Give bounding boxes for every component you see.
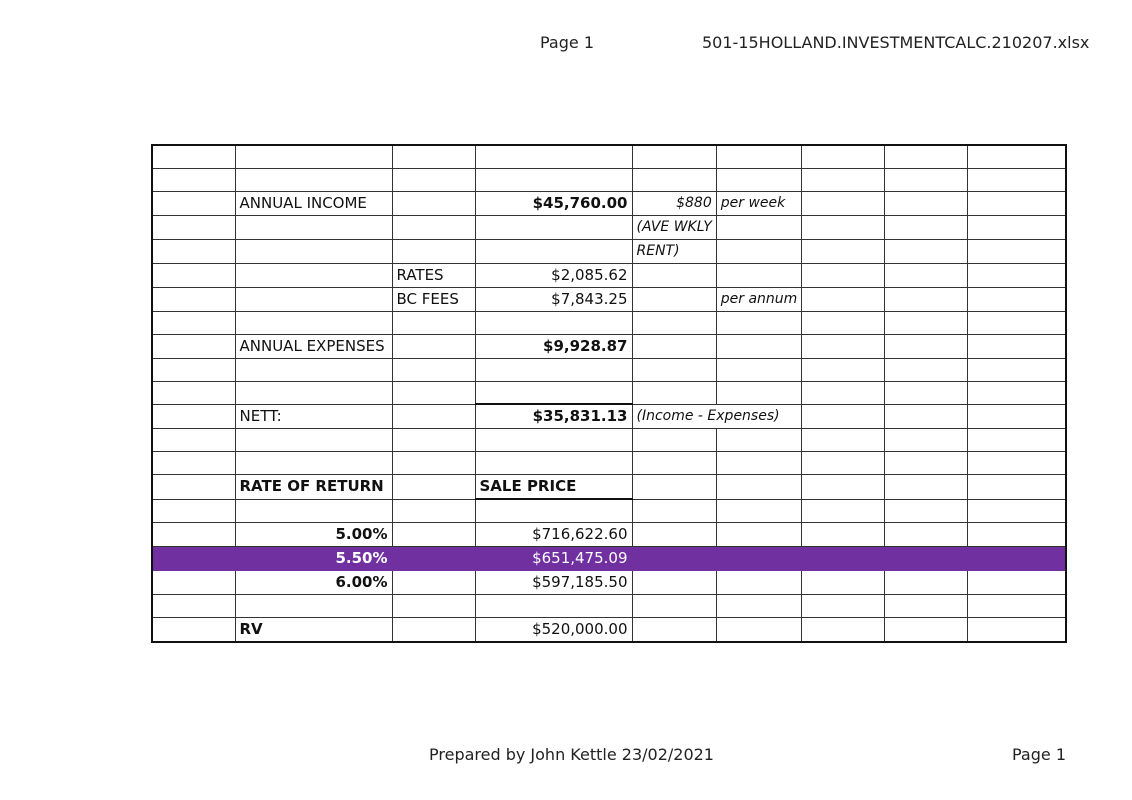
sale-price-value: $651,475.09 (475, 546, 632, 570)
rate-of-return-header: RATE OF RETURN (235, 475, 392, 500)
footer-prepared-by: Prepared by John Kettle 23/02/2021 (429, 745, 714, 764)
rate-value: 5.50% (235, 546, 392, 570)
spreadsheet-table (151, 144, 1067, 643)
return-row (152, 522, 1066, 546)
annual-income-row (152, 191, 1066, 215)
rent-note-line2: RENT) (632, 239, 716, 263)
table-row (152, 145, 1066, 168)
table-row (152, 429, 1066, 452)
table-row (152, 594, 1066, 617)
header-file-name: 501-15HOLLAND.INVESTMENTCALC.210207.xlsx (702, 33, 1090, 52)
sale-price-value: $716,622.60 (475, 522, 632, 546)
table-row (152, 358, 1066, 381)
bc-fees-value: $7,843.25 (475, 287, 632, 311)
annual-income-label: ANNUAL INCOME (235, 191, 392, 215)
nett-value: $35,831.13 (475, 404, 632, 429)
annual-income-value: $45,760.00 (475, 191, 632, 215)
rv-value: $520,000.00 (475, 617, 632, 642)
weekly-rent-value: $880 (632, 191, 716, 215)
header-page-label: Page 1 (540, 33, 594, 52)
table-row (152, 168, 1066, 191)
sale-price-header: SALE PRICE (475, 475, 632, 500)
table-row (152, 311, 1066, 334)
table-row (152, 452, 1066, 475)
footer-page-label: Page 1 (1012, 745, 1066, 764)
rent-note-line1: (AVE WKLY (632, 215, 716, 239)
return-row (152, 570, 1066, 594)
return-header-row (152, 475, 1066, 500)
rates-value: $2,085.62 (475, 263, 632, 287)
rv-row (152, 617, 1066, 642)
sale-price-value: $597,185.50 (475, 570, 632, 594)
nett-label: NETT: (235, 404, 392, 429)
table-row (152, 215, 1066, 239)
table-row (152, 499, 1066, 522)
weekly-unit-label: per week (716, 191, 802, 215)
rates-row (152, 263, 1066, 287)
nett-row (152, 404, 1066, 429)
rate-value: 5.00% (235, 522, 392, 546)
annual-expenses-label: ANNUAL EXPENSES (235, 334, 392, 358)
bc-fees-label: BC FEES (392, 287, 475, 311)
annual-expenses-value: $9,928.87 (475, 334, 632, 358)
table-row (152, 381, 1066, 404)
rv-label: RV (235, 617, 392, 642)
return-row-highlighted (152, 546, 1066, 570)
bc-fees-unit: per annum (716, 287, 802, 311)
annual-expenses-row (152, 334, 1066, 358)
rate-value: 6.00% (235, 570, 392, 594)
rates-label: RATES (392, 263, 475, 287)
table-row (152, 239, 1066, 263)
bc-fees-row (152, 287, 1066, 311)
nett-note: (Income - Expenses) (632, 404, 802, 429)
